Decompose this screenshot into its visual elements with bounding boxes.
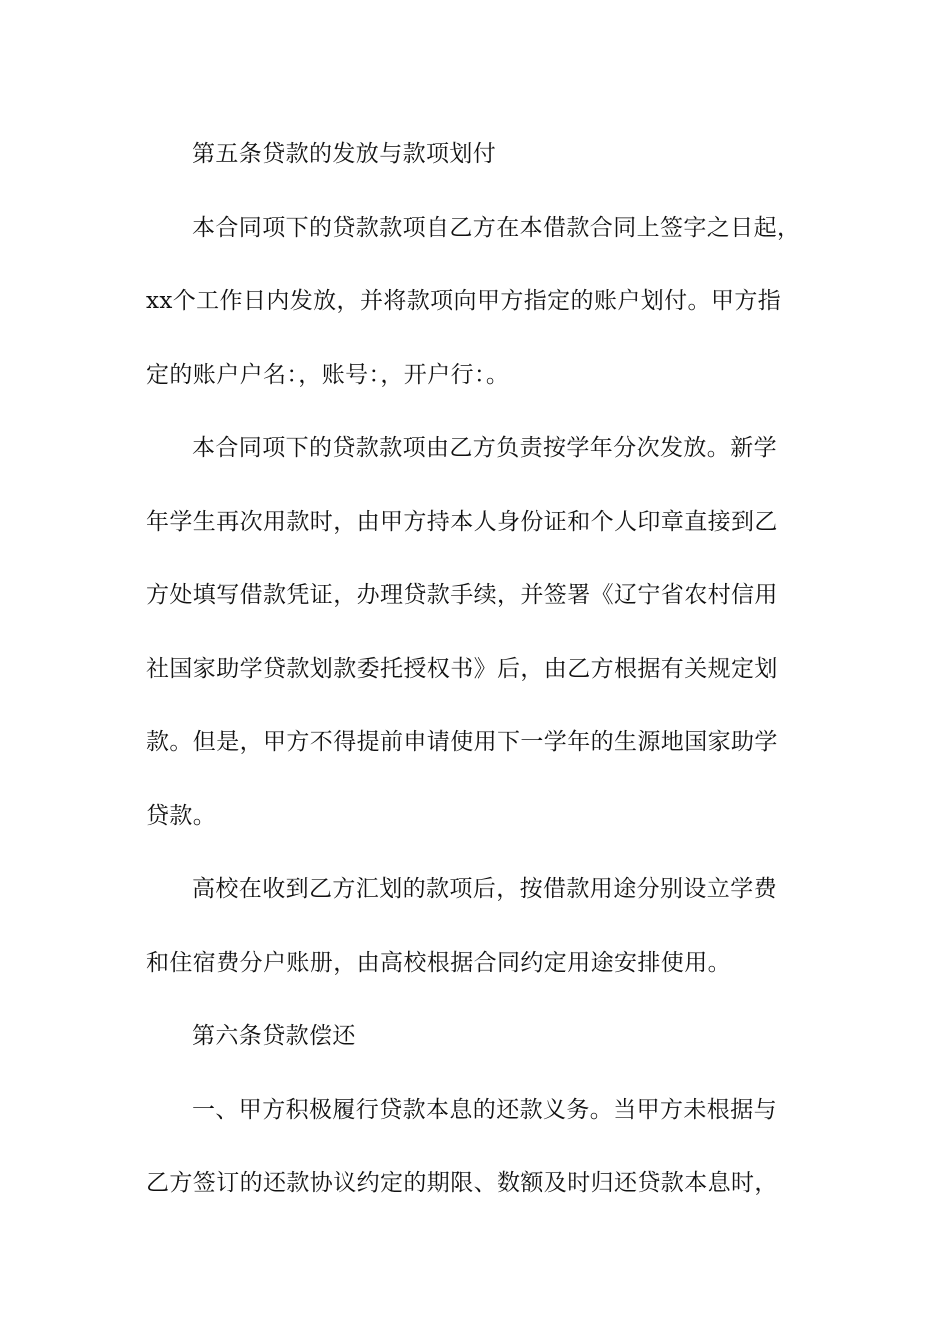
paragraph-line: 定的账户户名：，账号：，开户行：。 bbox=[146, 361, 510, 388]
paragraph-line: 高校在收到乙方汇划的款项后，按借款用途分别设立学费 bbox=[192, 876, 777, 902]
paragraph-line: 款。但是，甲方不得提前申请使用下一学年的生源地国家助学 bbox=[146, 729, 778, 755]
paragraph-line: xx个工作日内发放，并将款项向甲方指定的账户划付。甲方指 bbox=[146, 288, 782, 314]
paragraph-line: 社国家助学贷款划款委托授权书》后，由乙方根据有关规定划 bbox=[146, 655, 778, 682]
paragraph-line: 方处填写借款凭证，办理贷款手续，并签署《辽宁省农村信用 bbox=[146, 582, 778, 608]
article-6-heading: 第六条贷款偿还 bbox=[192, 1023, 356, 1049]
paragraph-line: 和住宿费分户账册，由高校根据合同约定用途安排使用。 bbox=[146, 949, 731, 976]
paragraph-line: 贷款。 bbox=[146, 802, 217, 829]
paragraph-line: 乙方签订的还款协议约定的期限、数额及时归还贷款本息时， bbox=[146, 1170, 778, 1196]
document-body bbox=[146, 118, 806, 1221]
paragraph-line: 年学生再次用款时，由甲方持本人身份证和个人印章直接到乙 bbox=[146, 508, 778, 535]
article-5-heading: 第五条贷款的发放与款项划付 bbox=[192, 141, 497, 167]
paragraph-line: 一、甲方积极履行贷款本息的还款义务。当甲方未根据与 bbox=[192, 1096, 777, 1123]
paragraph-line: 本合同项下的贷款款项自乙方在本借款合同上签字之日起， bbox=[192, 214, 801, 241]
paragraph-line: 本合同项下的贷款款项由乙方负责按学年分次发放。新学 bbox=[192, 435, 777, 461]
